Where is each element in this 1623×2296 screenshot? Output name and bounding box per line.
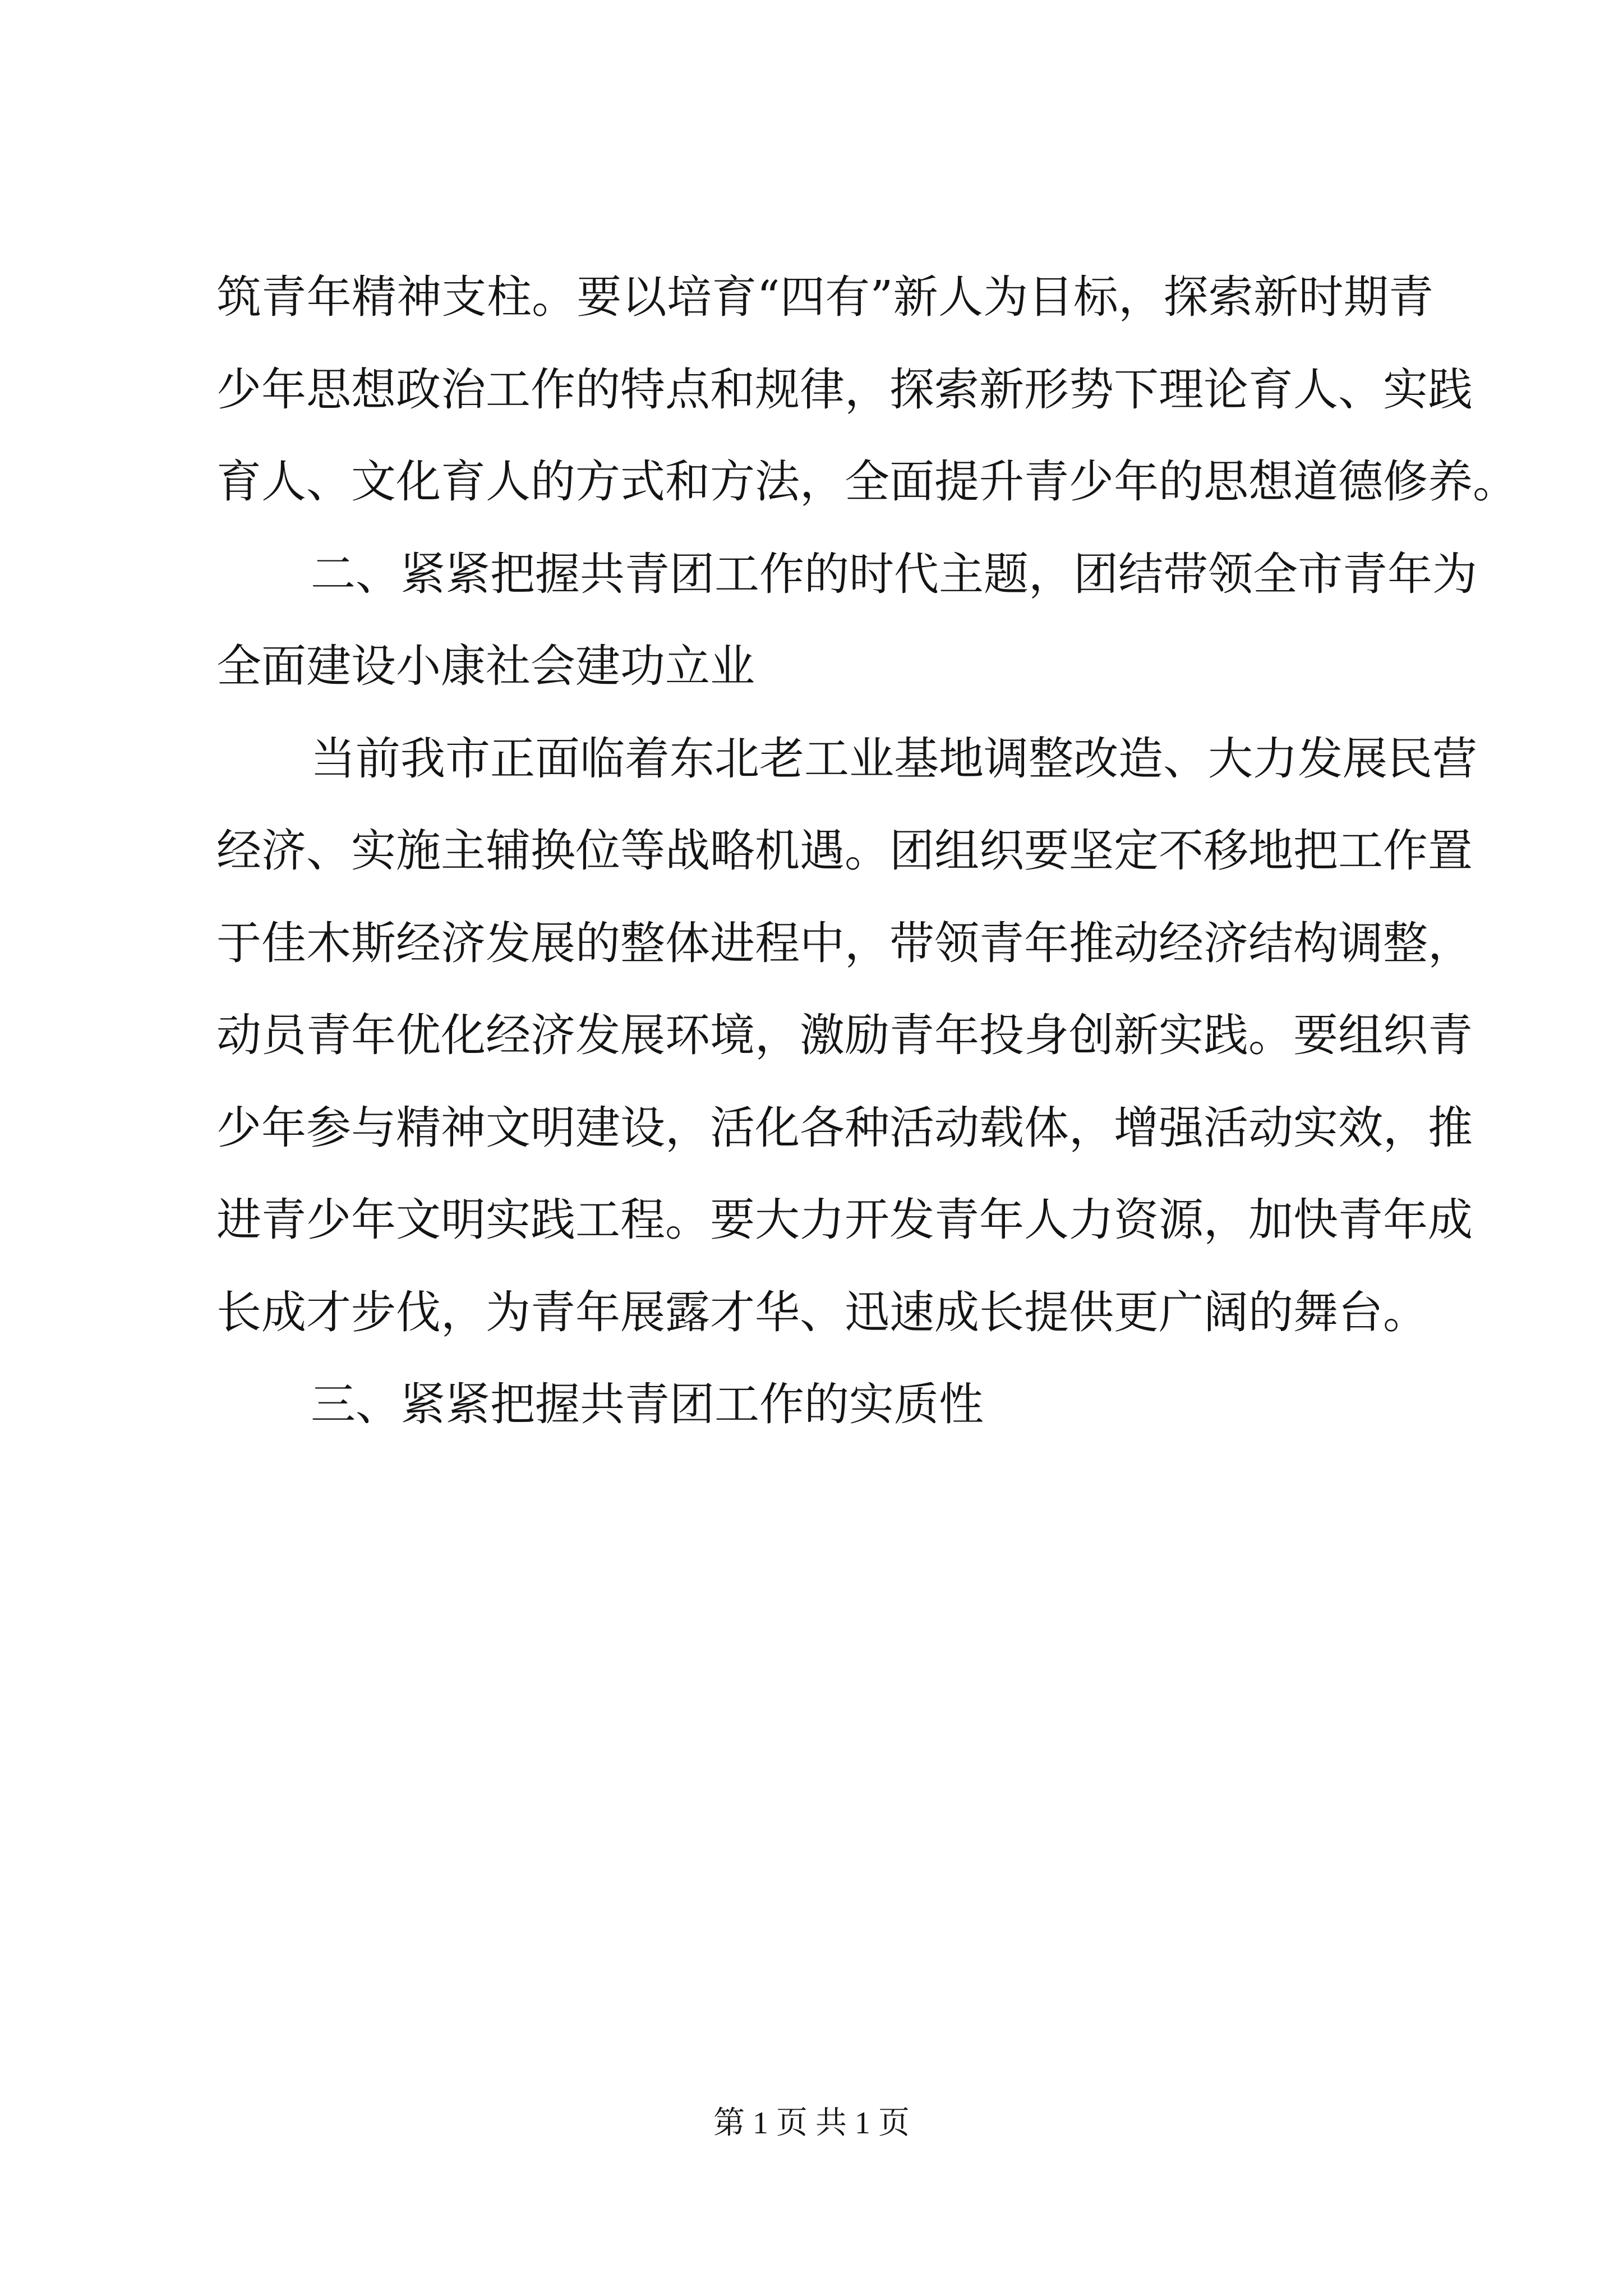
text-line: 育人、文化育人的方式和方法，全面提升青少年的思想道德修养。 [216,455,1518,508]
text-line: 少年参与精神文明建设，活化各种活动载体，增强活动实效，推 [216,1101,1473,1154]
text-line: 动员青年优化经济发展环境，激励青年投身创新实践。要组织青 [216,1009,1473,1061]
section-heading: 二、紧紧把握共青团工作的时代主题，团结带领全市青年为 [311,547,1477,600]
page-footer: 第 1 页 共 1 页 [713,2106,910,2141]
section-heading: 三、紧紧把握共青团工作的实质性 [311,1378,984,1430]
text-line: 筑青年精神支柱。要以培育“四有”新人为目标，探索新时期青 [216,271,1433,323]
text-line: 于佳木斯经济发展的整体进程中，带领青年推动经济结构调整， [216,917,1473,969]
text-line: 当前我市正面临着东北老工业基地调整改造、大力发展民营 [311,732,1477,785]
section-heading-continuation: 全面建设小康社会建功立业 [216,640,755,692]
text-line: 长成才步伐，为青年展露才华、迅速成长提供更广阔的舞台。 [216,1286,1428,1338]
text-line: 经济、实施主辅换位等战略机遇。团组织要坚定不移地把工作置 [216,825,1473,877]
text-line: 少年思想政治工作的特点和规律，探索新形势下理论育人、实践 [216,363,1473,416]
text-line: 进青少年文明实践工程。要大力开发青年人力资源，加快青年成 [216,1194,1473,1246]
